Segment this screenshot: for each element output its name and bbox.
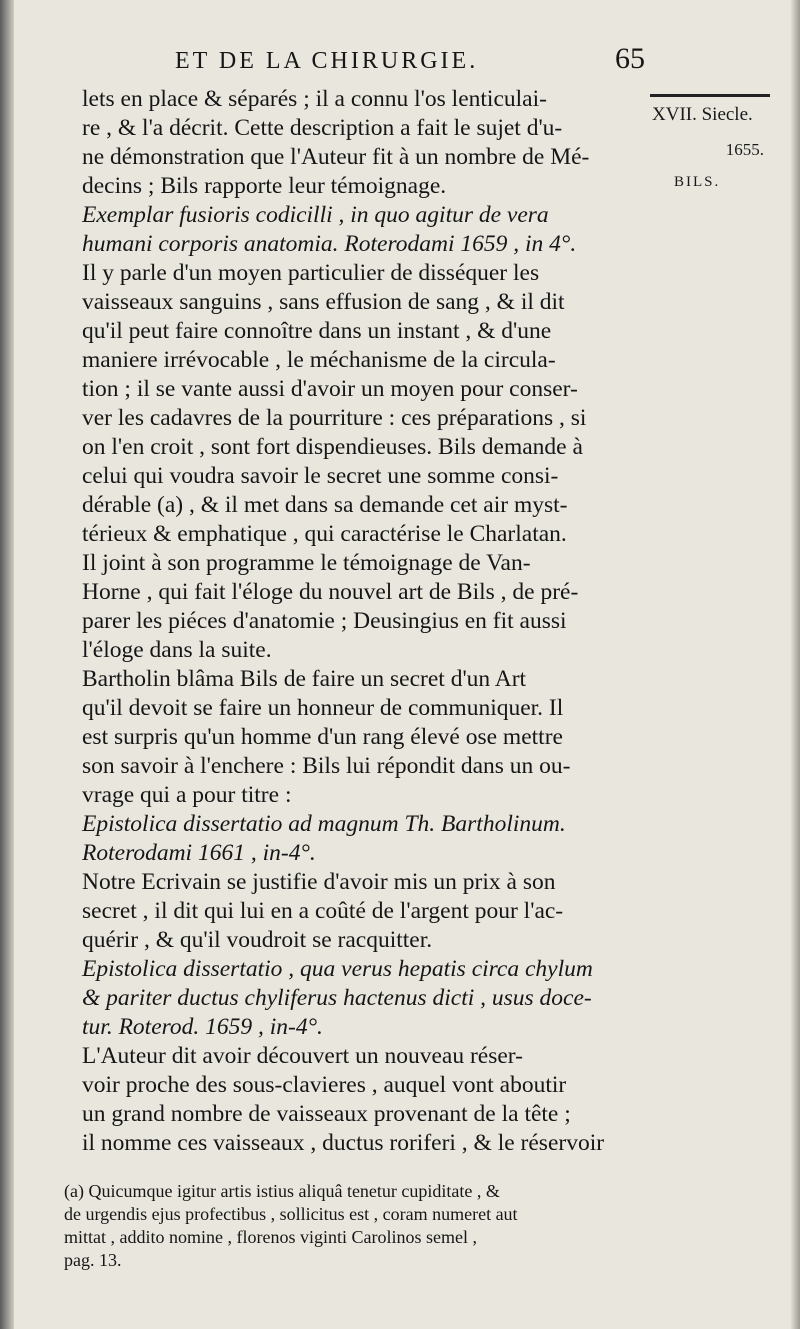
text-line: vaisseaux sanguins , sans effusion de sang , & il dit (82, 289, 565, 315)
footnote-line: pag. 13. (64, 1250, 122, 1270)
text-line: ver les cadavres de la pourriture : ces préparations , si (82, 405, 587, 431)
book-title-line: humani corporis anatomia. Roterodami 1659 , in 4°. (82, 231, 577, 257)
book-title-line: tur. Roterod. 1659 , in-4°. (82, 1014, 323, 1040)
margin-year: 1655. (725, 140, 764, 159)
footnote-line: (a) Quicumque igitur artis istius aliquâ tenetur cupiditate , & (64, 1181, 500, 1201)
book-title-line: Exemplar fusioris codicilli , in quo agitur de vera (82, 202, 549, 228)
text-line: il nomme ces vaisseaux , ductus roriferi , & le réservoir (82, 1130, 605, 1156)
text-line: qu'il devoit se faire un honneur de communiquer. Il (82, 695, 564, 721)
margin-century: XVII. Siecle. (652, 104, 753, 125)
text-line: Horne , qui fait l'éloge du nouvel art de Bils , de pré- (82, 579, 579, 605)
text-line: quérir , & qu'il voudroit se racquitter. (82, 927, 433, 953)
text-line: l'éloge dans la suite. (82, 637, 272, 663)
page-number: 65 (615, 42, 645, 75)
text-line: est surpris qu'un homme d'un rang élevé ose mettre (82, 724, 563, 750)
text-line: Il y parle d'un moyen particulier de disséquer les (82, 260, 540, 286)
page-left-edge-shadow (0, 0, 14, 1329)
text-line: voir proche des sous-clavieres , auquel vont aboutir (82, 1072, 567, 1098)
text-line: Il joint à son programme le témoignage de Van- (82, 550, 531, 576)
text-line: maniere irrévocable , le méchanisme de la circula- (82, 347, 556, 373)
text-line: un grand nombre de vaisseaux provenant de la tête ; (82, 1101, 571, 1127)
text-line: ne démonstration que l'Auteur fit à un nombre de Mé- (82, 144, 590, 170)
text-line: qu'il peut faire connoître dans un instant , & d'une (82, 318, 552, 344)
text-line: térieux & emphatique , qui caractérise le Charlatan. (82, 521, 567, 547)
text-line: Notre Ecrivain se justifie d'avoir mis un prix à son (82, 869, 556, 895)
book-title-line: Epistolica dissertatio ad magnum Th. Bartholinum. (82, 811, 566, 837)
text-line: celui qui voudra savoir le secret une somme consi- (82, 463, 559, 489)
text-line: vrage qui a pour titre : (82, 782, 292, 808)
margin-note (652, 104, 782, 191)
text-line: L'Auteur dit avoir découvert un nouveau réser- (82, 1043, 523, 1069)
page-right-edge (790, 0, 800, 1329)
text-line: on l'en croit , sont fort dispendieuses. Bils demande à (82, 434, 583, 460)
footnote (64, 1180, 654, 1272)
footnote-line: de urgendis ejus profectibus , sollicitus est , coram numeret aut (64, 1204, 518, 1224)
text-line: re , & l'a décrit. Cette description a fait le sujet d'u- (82, 115, 563, 141)
margin-rule (650, 94, 770, 97)
text-line: lets en place & séparés ; il a connu l'os lenticulai- (82, 86, 547, 112)
margin-author: BILS. (674, 174, 721, 190)
text-line: Bartholin blâma Bils de faire un secret d'un Art (82, 666, 527, 692)
text-line: secret , il dit qui lui en a coûté de l'argent pour l'ac- (82, 898, 564, 924)
text-line: decins ; Bils rapporte leur témoignage. (82, 173, 447, 199)
footnote-line: mittat , addito nomine , florenos viginti Carolinos semel , (64, 1227, 477, 1247)
book-title-line: Epistolica dissertatio , qua verus hepatis circa chylum (82, 956, 593, 982)
page-header (175, 42, 655, 82)
book-title-line: & pariter ductus chyliferus hactenus dicti , usus doce- (82, 985, 592, 1011)
book-title-line: Roterodami 1661 , in-4°. (82, 840, 316, 866)
text-line: parer les piéces d'anatomie ; Deusingius en fit aussi (82, 608, 567, 634)
text-line: tion ; il se vante aussi d'avoir un moyen pour conser- (82, 376, 578, 402)
body-text (82, 85, 654, 1158)
text-line: dérable (a) , & il met dans sa demande cet air myst- (82, 492, 568, 518)
running-title: ET DE LA CHIRURGIE. (175, 48, 479, 74)
text-line: son savoir à l'enchere : Bils lui répondit dans un ou- (82, 753, 571, 779)
